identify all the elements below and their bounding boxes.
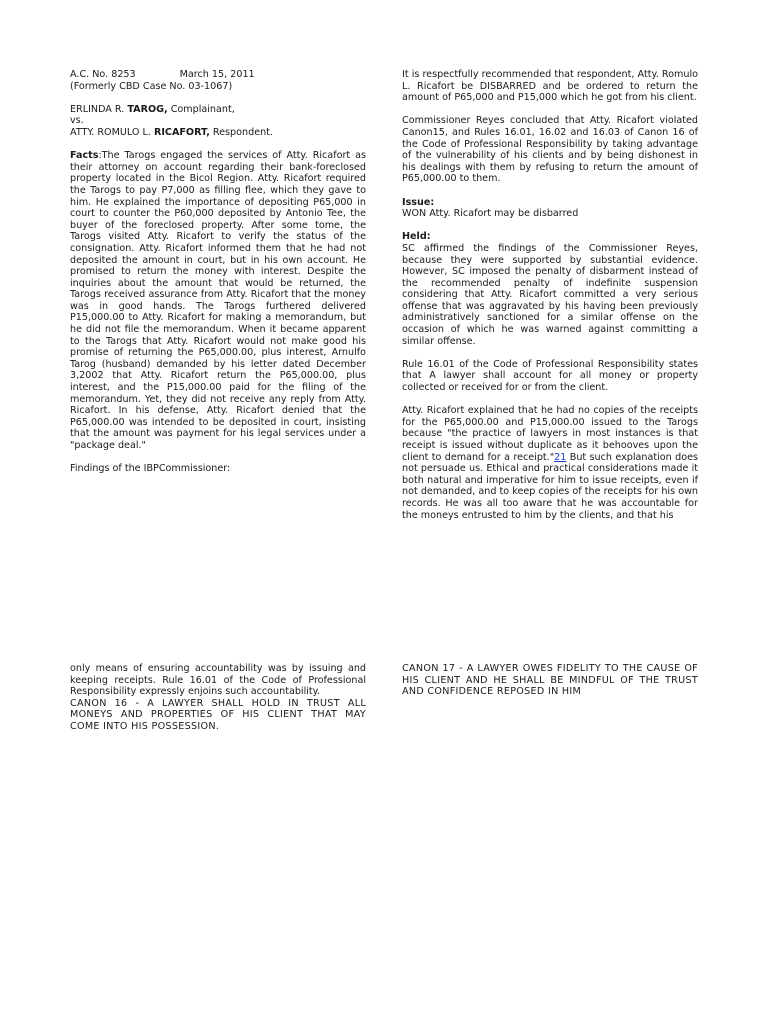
case-number-line — [70, 69, 366, 81]
continuation-paragraph: only means of ensuring accountability was by issuing and keeping receipts. Rule 16.01 of the Code of Professional Responsibility expressly enjoins such accountability. — [70, 663, 366, 698]
canon-17-paragraph: CANON 17 - A LAWYER OWES FIDELITY TO THE CAUSE OF HIS CLIENT AND HE SHALL BE MINDFUL OF THE TRUST AND CONFIDENCE REPOSED IN HIM — [402, 663, 698, 698]
commissioner-paragraph: Commissioner Reyes concluded that Atty. Ricafort violated Canon15, and Rules 16.01, 16.02 and 16.03 of Canon 16 of the Code of Professional Responsibility by taking advantage of the vulnerability of his clients and by being dishonest in his dealings with them by refusing to return the amount of P65,000.00 to them. — [402, 115, 698, 185]
recommendation-paragraph: It is respectfully recommended that respondent, Atty. Romulo L. Ricafort be DISBARRED and be ordered to return the amount of P65,000 and P15,000 which he got from his client. — [402, 69, 698, 104]
formerly-case: (Formerly CBD Case No. 03-1067) — [70, 80, 233, 92]
left-column-bottom — [70, 663, 366, 733]
facts-paragraph — [70, 150, 366, 451]
issue-heading: Issue: — [402, 196, 435, 208]
left-column-top — [70, 69, 366, 475]
respondent-name: RICAFORT, — [153, 126, 210, 138]
facts-label: Facts — [70, 150, 99, 162]
explanation-paragraph: Atty. Ricafort explained that he had no copies of the receipts for the P65,000.00 and P15,000.00 issued to the Tarogs because "the practice of lawyers in most instances is that receipt is issued without duplicate as it behooves upon the client to demand for a receipt."21 But such explanation does not persuade us. Ethical and practical considerations made it both natural and imperative for him to issue receipts, even if not demanded, and to keep copies of the receipts for his own records. He was all too aware that he was accountable for the moneys entrusted to him by the clients, and that his — [402, 405, 698, 521]
case-number: A.C. No. 8253 — [70, 69, 136, 80]
complainant-line: ERLINDA R. TAROG, Complainant, — [70, 103, 235, 115]
footnote-link[interactable]: 21 — [554, 451, 567, 463]
findings-label: Findings of the IBPCommissioner: — [70, 463, 231, 475]
case-date: March 15, 2011 — [179, 69, 255, 80]
versus: vs. — [70, 115, 84, 127]
facts-text: :The Tarogs engaged the services of Atty. Ricafort as their attorney on account regarding their bank-foreclosed property located in the Bicol Region. Atty. Ricafort required the Tarogs to pay P7,000 as filling flee, which they gave to him. He explained the importance of depositing P65,000 in court to counter the P60,000 deposited by Antonio Tee, the buyer of the foreclosed property. After some tome, the Tarogs visited Atty. Ricafort to verify the status of the consignation. Atty. Ricafort informed them that he had not deposited the amount in court, but in his own account. He promised to return the money with interest. Despite the inquiries about the amount that would be returned, the Tarogs received assurance from Atty. Ricafort that the money was in good hands. The Tarogs furthered delivered P15,000.00 to Atty. Ricafort for making a memorandum, but he did not file the memorandum. When it became apparent to the Tarogs that Atty. Ricafort would not make good his promise of returning the P65,000.00, plus interest, Arnulfo Tarog (husband) demanded by his letter dated December 3,2002 that Atty. Ricafort return the P65,000.00, plus interest, and the P15,000.00 paid for the filing of the memorandum. Yet, they did not receive any reply from Atty. Ricafort. In his defense, Atty. Ricafort denied that the P65,000.00 was intended to be deposited in court, insisting that the amount was payment for his legal services under a "package deal." — [70, 150, 366, 451]
canon-16-paragraph: CANON 16 - A LAWYER SHALL HOLD IN TRUST ALL MONEYS AND PROPERTIES OF HIS CLIENT THAT MAY COME INTO HIS POSSESSION. — [70, 697, 366, 732]
issue-text: WON Atty. Ricafort may be disbarred — [402, 208, 579, 220]
respondent-line: ATTY. ROMULO L. RICAFORT, Respondent. — [70, 126, 273, 138]
rule-paragraph: Rule 16.01 of the Code of Professional Responsibility states that A lawyer shall account for all money or property collected or received for or from the client. — [402, 358, 698, 394]
held-heading: Held: — [402, 231, 431, 243]
held-paragraph: SC affirmed the findings of the Commissioner Reyes, because they were supported by substantial evidence. However, SC imposed the penalty of disbarment instead of the recommended penalty of indefinite suspension considering that Atty. Ricafort committed a very serious offense that was aggravated by his having been previously administratively sanctioned for a similar offense on the occasion of which he was warned against committing a similar offense. — [402, 242, 698, 347]
right-column-bottom — [402, 663, 698, 698]
right-column-top — [402, 69, 698, 521]
complainant-name: TAROG, — [127, 103, 168, 115]
